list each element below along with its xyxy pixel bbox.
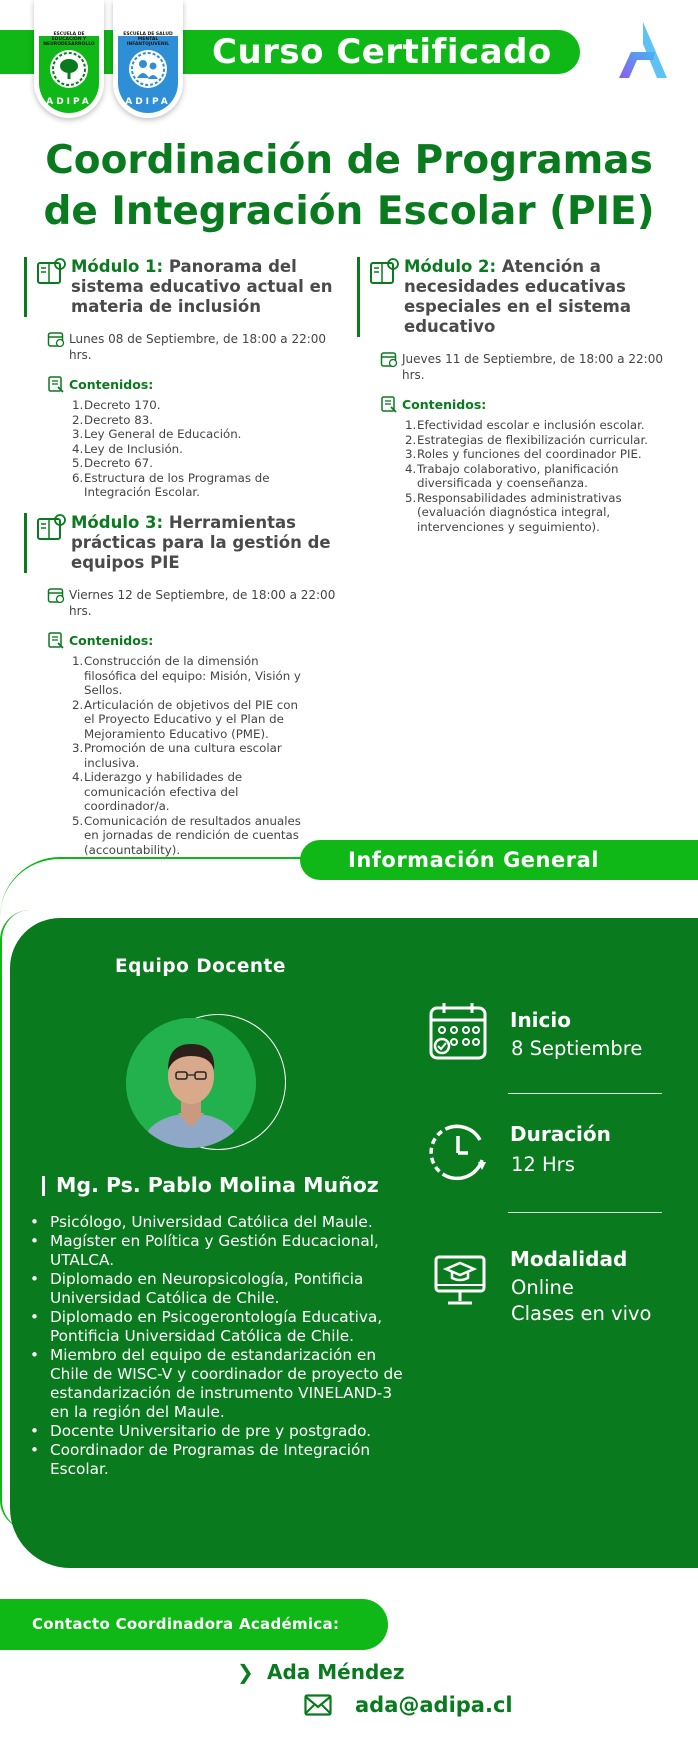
- list-item: • Miembro del equipo de estandarización en Chile de WISC-V y coordinador de proyecto de estandarización de instrumento VINELAND-3 en la región del Maule.: [26, 1346, 406, 1422]
- module-contents-label: Contenidos:: [47, 633, 354, 648]
- module-contents-list: [46, 654, 308, 857]
- module-icon: [36, 257, 66, 287]
- list-item: 5. Comunicación de resultados anuales en jornadas de rendición de cuentas (accountability).: [72, 813, 301, 857]
- info-general-banner: Información General: [300, 840, 698, 880]
- list-item: 2. Estrategias de flexibilización curricular.: [405, 432, 648, 447]
- list-item: • Psicólogo, Universidad Católica del Maule.: [26, 1213, 406, 1232]
- family-icon: [127, 48, 169, 90]
- module-title: Módulo 1: Panorama del sistema educativo actual en materia de inclusión: [71, 257, 333, 316]
- list-item: • Diplomado en Psicogerontología Educativa, Pontificia Universidad Católica de Chile.: [26, 1308, 406, 1346]
- adipa-logo-icon: [615, 20, 671, 82]
- module-3: [24, 513, 354, 857]
- teacher-name: Mg. Ps. Pablo Molina Muñoz: [42, 1173, 379, 1197]
- list-item: 5. Responsabilidades administrativas (evaluación diagnóstica integral, intervenciones y seguimiento).: [405, 490, 622, 534]
- header-banner: Curso Certificado: [190, 30, 580, 74]
- document-icon: [47, 631, 65, 649]
- list-item: 6. Estructura de los Programas de Integración Escolar.: [72, 470, 270, 499]
- contact-email[interactable]: ada@adipa.cl: [355, 1693, 513, 1717]
- clock-icon: [428, 1120, 492, 1184]
- badge-salud-mental: [113, 0, 183, 118]
- badge-school-label: ESCUELA DE SALUD MENTAL INFANTOJUVENIL: [123, 32, 173, 47]
- avatar: [126, 1018, 256, 1148]
- list-item: 5. Decreto 67.: [72, 456, 154, 470]
- calendar-icon: [428, 1000, 492, 1064]
- contact-banner: Contacto Coordinadora Académica:: [0, 1599, 388, 1650]
- calendar-icon: [47, 586, 65, 604]
- list-item: 4. Ley de Inclusión.: [72, 441, 183, 456]
- module-contents-list: [379, 418, 664, 534]
- module-date: Viernes 12 de Septiembre, de 18:00 a 22:00 hrs.: [47, 587, 354, 619]
- mail-icon: [304, 1694, 332, 1716]
- teacher-photo: [126, 1018, 256, 1148]
- badge-educacion: [34, 0, 104, 118]
- list-item: • Coordinador de Programas de Integración Escolar.: [26, 1441, 406, 1479]
- list-item: 4. Trabajo colaborativo, planificación diversificada y coenseñanza.: [405, 461, 619, 490]
- list-item: 1. Efectividad escolar e inclusión escolar.: [405, 418, 645, 432]
- teacher-bio-list: [26, 1213, 406, 1479]
- brain-tree-icon: [48, 48, 90, 90]
- module-contents-label: Contenidos:: [47, 377, 344, 392]
- list-item: 4. Liderazgo y habilidades de comunicación efectiva del coordinador/a.: [72, 770, 243, 813]
- list-item: • Diplomado en Neuropsicología, Pontificia Universidad Católica de Chile.: [26, 1270, 406, 1308]
- divider: [508, 1093, 662, 1094]
- badge-school-label: ESCUELA DE EDUCACIÓN Y NEURODESARROLLO: [43, 32, 95, 47]
- divider: [508, 1212, 662, 1213]
- list-item: • Docente Universitario de pre y postgrado.: [26, 1422, 406, 1441]
- list-item: 3. Roles y funciones del coordinador PIE.: [405, 447, 642, 461]
- module-contents-label: Contenidos:: [380, 397, 687, 412]
- decorative-arc: [0, 857, 320, 917]
- module-icon: [36, 513, 66, 543]
- list-item: 1. Decreto 170.: [72, 398, 161, 412]
- list-item: 2. Decreto 83.: [72, 412, 154, 427]
- page-title: Coordinación de Programas de Integración Escolar (PIE): [43, 138, 655, 234]
- list-item: 2. Articulación de objetivos del PIE con el Proyecto Educativo y el Plan de Mejoramiento Educativo (PME).: [72, 697, 298, 741]
- document-icon: [47, 375, 65, 393]
- module-contents-list: [46, 398, 306, 500]
- module-1: [24, 257, 344, 500]
- calendar-icon: [380, 350, 398, 368]
- module-title: Módulo 2: Atención a necesidades educativas especiales en el sistema educativo: [404, 257, 631, 336]
- module-date: Jueves 11 de Septiembre, de 18:00 a 22:00 hrs.: [380, 351, 687, 383]
- list-item: 3. Ley General de Educación.: [72, 427, 242, 441]
- module-date: Lunes 08 de Septiembre, de 18:00 a 22:00 hrs.: [47, 331, 344, 363]
- module-title: Módulo 3: Herramientas prácticas para la gestión de equipos PIE: [71, 513, 331, 572]
- module-icon: [369, 257, 399, 287]
- badge-name: ADIPA: [46, 97, 92, 107]
- list-item: 3. Promoción de una cultura escolar inclusiva.: [72, 741, 282, 770]
- chevron-right-icon: ❯: [237, 1660, 254, 1684]
- module-2: [357, 257, 687, 534]
- list-item: • Magíster en Política y Gestión Educacional, UTALCA.: [26, 1232, 406, 1270]
- calendar-icon: [47, 330, 65, 348]
- list-item: 1. Construcción de la dimensión filosófica del equipo: Misión, Visión y Sellos.: [72, 654, 301, 697]
- team-title: Equipo Docente: [115, 956, 286, 977]
- document-icon: [380, 395, 398, 413]
- online-class-icon: [432, 1251, 496, 1315]
- contact-name: ❯ Ada Méndez: [237, 1660, 405, 1684]
- badge-name: ADIPA: [125, 97, 171, 107]
